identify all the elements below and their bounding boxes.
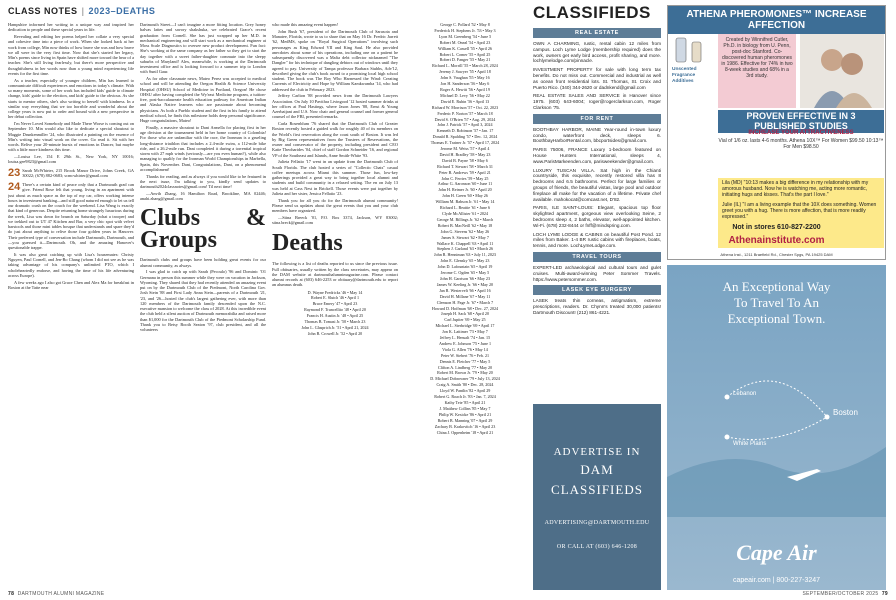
death-entry: Kathy Teie '85 • April 21 (444, 400, 486, 405)
promo-phone: OR CALL AT (603) 646-1208 (556, 544, 638, 550)
death-entry: John C. Ferries '59 • May 25 (441, 175, 489, 181)
cape-headline: An Exceptional Way (722, 279, 831, 294)
increase-box: INCREASE YOUR ATTRACTIVENESS Vial of 1/6 oz. lasts 4-6 months. Athena 10X™ For Women $99.50 10:13™ For Men $98.50 (718, 130, 884, 150)
paragraph: John Bush '67, president of the Dartmouth Club of Sarasota and Manatee, Florida, wrote to us to share that on May 16 Dr. Fredric Jarrett '62, MedMS, spoke on "Royal Surgical Operations" involving such personages as King Edward VII and King Saul. He also provided anecdotes about some of his operations, including one on a patient he subsequently discovered was a Mafia debt collector nicknamed "The Dangler" for his technique of dangling debtors out of windows until they agreed to pay. University of Tampa professor Barbara Stubbs, Adv'12, described giving the club's book award to a promising local high school student. The book was The Boy Who Harnessed the Wind: Creating Currents of Electricity and Hope by William Kamkwamba '14, who had addressed the club in February 2023. (272, 28, 398, 92)
death-entry: Richard W. Morrison '57 • Oct. 22, 2023 (431, 104, 499, 110)
death-entry: David H. Millane '67 • May 11 (439, 293, 491, 299)
page-number: 79 (881, 591, 888, 597)
death-entry: Andrew E. Johnson '75 • June 1 (438, 340, 492, 346)
paragraph: Jeffrey Carlton '88 provided news from the Dartmouth Lawyers Association. On July 10 Pavithra Livingood '12 hosted summer drinks at her offices at Paul Hastings, where Jason Jones '88, Ernst & Young Azerbaijani and U.S. Now chair and general counsel and former general counsel of the FBI, presented remarks. (272, 93, 398, 120)
death-entry: Dennis E. Fletcher '77 • May 5 (439, 358, 491, 364)
paragraph: I'm Never Loved Somebody and Made There Worse is coming out on September 10. Min would also like to dedicate a special shoutout to Maggie Drunkenmiller '24, who illustrated a painting on the essence of Min's writing into visual work on the cover. Go read it. Sit with her words. Relive your 20-minute bursts of emotions in Dancer, but maybe with a little more kindness this time. (8, 121, 134, 153)
death-entry: George C. Pollard '52 • May 8 (440, 22, 490, 27)
death-entry: John S. Vaughan '55 • May 16 (440, 75, 490, 81)
cape-headline: Exceptional Town. (727, 311, 826, 326)
death-entry: David S. O'Brien '57 • Aug. 29, 2024 (434, 116, 496, 122)
issue-date: SEPTEMBER/OCTOBER 2025 (802, 591, 879, 597)
death-entry: Frederick H. Stephens Jr. '53 • May 3 (434, 27, 496, 33)
death-entry: J. Matthew Collins '85 • May 7 (439, 405, 491, 411)
death-entry: Michael D. Levy '56 • May 22 (440, 92, 490, 98)
death-entry: Clifton A. Lindberg '77 • May 20 (437, 364, 493, 370)
death-entry: Robert M. Oneal '54 • April 23 (439, 39, 491, 45)
death-entry: John L. Glasprich Jr. '51 • April 21, 2024 (301, 324, 369, 330)
classified-ad: REAL ESTATE SALES AND SERVICE in Hanover since 1975. (603) 643-6004; roger@rogerclarkson.com, Roger Clarkson '75. (533, 93, 661, 110)
promo-email[interactable]: ADVERTISING@DARTMOUTH.EDU (544, 520, 650, 526)
death-entry: John H. Reimer Jr. '60 • April 20 (438, 187, 492, 193)
death-entry: Jerome C. Ogden '65 • May 5 (440, 270, 490, 276)
classified-ad: LUXURY TUSCAN VILLA. Sat high in the Chianti countryside, this exquisite, recently restored villa has 8 bedrooms and 6.5 bathrooms. Perfect for large families or groups of friends, the beautiful vistas, large pool and outdoor fireplace all make for the vacation of a lifetime. Private chef available. mahokocat@comcast.net, D'82. (533, 167, 661, 202)
class-year-24: 24 (8, 181, 21, 193)
travel-tours-bar: TRAVEL TOURS (533, 252, 661, 262)
death-entry: David B. Payne '58 • May 6 (442, 157, 488, 163)
athena-ad[interactable] (667, 5, 886, 260)
death-entry: Lloyd W. Pantlin '82 • April 29 (439, 388, 491, 394)
athena-address: Athena Inst., 1211 Braefield Rd., Chester Spgs, PA 19425 DAM (720, 252, 833, 257)
death-entry: Clemson H. Page Jr. '67 • March 7 (436, 299, 494, 305)
classified-ad: PARIS, ILE SAINT-LOUIS: Elegant, spacious top floor skylighted apartment, gorgeous view overlooking Seine, 2 bedrooms sleep 4, 2 baths, elevator, well-appointed kitchen. Wi-Fi. (678) 232-8444 or fnff@mindspring.com. (533, 205, 661, 228)
death-entry: Frederic P. Norton '57 • March 18 (437, 110, 493, 116)
death-entry: Robert M. Brown Jr. '79 • May 20 (437, 370, 493, 376)
death-entry: George M. Billings Jr. '62 • March (436, 216, 494, 222)
death-entry: Roger A. Hewitt '56 • April 19 (440, 86, 490, 92)
death-entry: John J. Patrick '57 • April 3, 2024 (437, 122, 493, 128)
paragraph: Finally, a massive shoutout to Dani Armella for placing first in her age division at the tournament held in her home country of Colombia! For those who are unfamiliar with the race, the Ironman is a grueling long-distance triathlon that includes a 2.4-mile swim, a 112-mile bike ride, and a 26.2-mile run. Dani completed it during a torrential tropical storm with 27 mph winds (seriously—are you even human?), while also managing to qualify for the Ironman World Championships in Marbella, Spain, this November. Dani, Congratulations, Dani, on a phenomenal accomplishment! (140, 124, 266, 172)
city-label: White Plains (733, 441, 767, 447)
death-entry: D. Wayne Fredricks '46 • May 14 (307, 289, 363, 295)
vial-icon (672, 34, 714, 64)
death-entry: Francis H. Austin Jr. '48 • April 25 (306, 313, 364, 319)
death-entry: William K. Cassell '55 • April 26 (438, 45, 492, 51)
paragraph: As for other classmate news, Mateo Perez was accepted to medical school and will be attending the Oregon Health & Science University Hospital (OHSU) School of Medicine in Portland, Oregon! He chose OHSU after having completed the Wy'east Medicine program, a tuition-free, post-baccalaureate health education pathway for American Indian and Alaska Native learners who are passionate about becoming physicians. As both a Pueblo student and the first in his family to attend medical school, he finds this milestone holds deep personal significance. Huge congratulations, Mateo! (140, 76, 266, 123)
deaths-intro: The following is a list of deaths reported to us since the previous issue. Full obituaries, usually written by the class secretaries, may appear on the DAM website at dartmouthalumnimagazine.com. Please contact alumni records at (603) 646-2253 or obituary@dartmouth.edu to report an alumnus death. (272, 261, 398, 288)
paragraph: Thanks for reading, and as always if you would like to be featured in the next issue, I'm talking to you, kindly send updates to dartmouth2024classnotes@gmail.com! Til next time! (140, 173, 266, 189)
death-entry: Robert D. Fanger '55 • May 21 (439, 57, 491, 63)
paragraph: Julieta Fellatio '17 went in an update from the Dartmouth Club of South Florida. The club hosted a series of "Collectic Chats" casual coffee meetups across Miami this summer. Those fun, low-key gatherings provided a great way to bring together local alumni and students and build community in a relaxed setting. The en on July 13 was held at Cass Nest in Brickell. Those events were put together by Julieta and her sister, Jessica Fellatio '23. (272, 159, 398, 196)
death-entry: Carl Jupiter '69 • May 25 (444, 317, 486, 323)
athena-creator-box: Created by Winnifred Cutler, Ph.D. in biology from U. Penn, post-doc Stanford. Co-discovered human pheromones in 1986. Effective for 74% in two 8-week studies and 68% in a 3rd study. (718, 34, 796, 108)
classified-ad: PARIS 75006, FRANCE Luxury 1-bedroom featured on House Hunters International, sleeps 4, www.ParisMarkeenden.com, parisweekender@gmail.com. (533, 147, 661, 164)
death-entry: Robert L. Comer '55 • April 25 (439, 51, 491, 57)
cape-headline: To Travel To An (734, 295, 819, 310)
classified-ad: EXPERT-LED archaeological and cultural tours and gulet cruises. Multi-award-winning Peter Sommer Travels. https://www.petersommer.com. (533, 264, 661, 282)
death-entry: John G. Stevens '62 • May 26 (440, 228, 490, 234)
athena-website[interactable]: Athenainstitute.com (728, 235, 825, 246)
death-entry: Joseph H. Sack '68 • April 20 (441, 311, 489, 317)
classified-ad: LASEK treats thin corneas, astigmatism, extreme prescriptions, readers. Dr. Chynn's treated 30,000 patients! Dartmouth Discount! (212) 861-4221. (533, 298, 661, 315)
deaths-heading: Deaths (272, 230, 343, 257)
paragraph: A few weeks ago I also got Grace Chen and Alex Ma for breakfast in Boston at the Tatte near (8, 279, 134, 290)
city-label: Lebanon (733, 391, 757, 397)
death-entry: Raymond F. Truncellito '48 • April 20 (304, 307, 366, 313)
cape-air-logo: Cape Air (736, 540, 817, 565)
death-entry: Robert G. Roach Jr. '83 • Jan. 7, 2024 (434, 394, 496, 400)
death-entry: Robert B. Manning '07 • April 29 (437, 417, 493, 423)
class-notes-column-3 (272, 22, 398, 582)
promo-line: CLASSIFIEDS (551, 482, 643, 497)
section-label: 2023–DEATHS (88, 6, 156, 16)
class-notes-column-2 (140, 22, 266, 582)
signature: —Anvih Zhang, 16 Hamilton Road, Brookline, MA 02446; anahi.zhang@gmail.com (140, 190, 266, 201)
testimonial-box: Lila (MD) "10:13 makes a big difference in my relationship with my amorous husband. Now he is watching me, acting more romantic, initiating hugs and kisses. That's the part I love." Julie (IL) "I am a living example that the 10X does something. Women greet you with a hug. There is more affection, that is more readily expressed." (718, 178, 884, 248)
page-number: 78 (8, 591, 15, 597)
death-entry: David E. Rubin '56 • April 13 (440, 98, 490, 104)
death-entry: Jan R. Westervelt '66 • April 16 (439, 287, 491, 293)
death-entry: Donald R. Spalding '57 • Dec. 12, 2024 (432, 134, 498, 140)
death-entry: Stephen J. Garland '63 • March 26 (436, 246, 494, 252)
paragraph: As a teacher, especially of younger children, Min has learned to communicate difficult experiences and emotions in today's climate. With so many moments, some of her work has included kids' guide to climate change, kids' guide to the election, and kids' guide to the obvious. As she starts to mentor others, she's also writing to herself with kindness. In a similar way everything that we too horrible and wonderful about the college years is now put to order and bound with a new perspective in her debut collection. (8, 77, 134, 120)
paragraph: Hampshire informed her writing in a unique way and inspired her dedication to people and these special years in life. (8, 22, 134, 33)
death-entry: Jeremy J. Sawyer '55 • April 18 (439, 69, 491, 75)
proven-banner: PROVEN EFFECTIVE IN 3 PUBLISHED STUDIES (718, 110, 884, 133)
death-entry: James W. Keeling Jr. '66 • May 20 (436, 281, 494, 287)
ads-column (667, 5, 886, 590)
death-entry: Jerome M. Weiss '57 • April 4 (440, 146, 490, 152)
death-entry: John B. Crowell Jr. '52 • April 20 (307, 330, 363, 336)
classified-ad: OWN A CHARMING, rustic, rental cabin 12 miles from campus. Loch Lyme Lodge (membership required) does the work, owners get early bird access, profit sharing, and more. lochlymelodge.com/pinnacle. (533, 41, 661, 64)
death-entry: Richard L. Morrill '55 • March 28, 2024 (432, 63, 498, 69)
death-entry: John E. Glensky '65 • May 23 (440, 258, 490, 264)
clubs-groups-heading: Clubs & Groups (140, 205, 266, 254)
death-entry: John R. Henniman '63 • July 11, 2023 (434, 252, 496, 258)
athena-unscented: Unscented Fragrance Additives (672, 34, 716, 85)
classifieds-title: CLASSIFIEDS (533, 3, 651, 22)
real-estate-bar: REAL ESTATE (533, 28, 661, 38)
not-in-stores: Not in stores 610-827-2200 (732, 224, 821, 231)
death-entry: Bruce Emery '47 • April 23 (312, 301, 358, 307)
athena-headline: ATHENA PHEROMONES™ INCREASE AFFECTION (668, 6, 885, 34)
paragraph: Dartmouth Street—I can't imagine a more fitting location. Grey honey balvas lattes and savory shakshuka, we celebrated Grace's recent graduation from Cornell. She has just wrapped up her M.D. in mechanical engineering and will start work as a mechanical engineer at Moss Scale Diagnostics to oversee new product development. Fun fact: She's working at the same company as her father so they get to start the day together with a sweet father-daughter commute into the sleepy suburbs of Maryland! Alex, meanwhile, is working at the Dartmouth investment office and is looking forward to a summer trip to London with Sunil Gaur. (140, 22, 266, 75)
couple-image-icon (800, 34, 884, 108)
lasek-bar: LASEK EYE SURGERY (533, 285, 661, 295)
death-entry: Peter B. Andrews '59 • April 21 (439, 169, 491, 175)
death-entry: Kenneth D. Robinson '57 • Jan. 17 (436, 128, 494, 134)
death-entry: Craig A. Smith '80 • Dec. 28, 2024 (436, 382, 494, 388)
death-entry: Wallace K. Chappell '63 • April 11 (436, 240, 494, 246)
death-entry: Richard L. Beattie '61 • June 6 (439, 205, 491, 211)
deaths-list (272, 290, 398, 337)
classifieds-column (533, 26, 661, 404)
class-2024-entry: 24 There's a certain kind of peace only that a Dartmouth grad can give. Friend Rose felt that young, living in an apartment with just about as much space as the top of my car, offers working intense hours in investment banking—and still good natured enough to let us tell our dramatic crash on the couch for the weekend. Lisa Wang is exactly that kind of generous. Despite returning home strangely luxurious during the week, Lisa was down for brunch on Saturday (what a trooper) and we trekked out to UT 47 Kitchen and Bar, a very chic spot with velvet barstools and those mini tables bosque that understands and spare they'd do just about anything to relive those four golden years in Hanover. Their preferred type of conversation include Dartmouth, Dartmouth, and—you guessed it—Dartmouth. Oh, and the amazing Hanover's questionable trappe. (8, 181, 134, 250)
death-entry: William M. Babson Jr. '61 • May 14 (435, 199, 495, 205)
paragraph: Revealing and editing her poems helped her collate a very special and cohesive time into a piece of work. When she looked back at her work from college, Min now thinks of how brave she was and how brave we all were in the very first time. Now that she's started her legacy, Min's poems since living in Spain have shifted more toward the hear of a teacher. She's still living fearlessly, but there's more perspective and thoughtfulness in her words now than a young mind experiencing life events for the first time. (8, 34, 134, 76)
class-notes-label: CLASS NOTES (8, 6, 78, 16)
death-entry: James S. Stewart '62 • May 7 (441, 234, 489, 240)
death-entry: Peter W. Siebert '76 • Feb. 21 (440, 352, 490, 358)
paragraph: I was glad to catch up with Sarah (Pecoulo) '96 and Dominic 'O1 Germana in person this summer while they were on vacation in Jackson, Wyoming. They shared that they had recently attended an amazing event put on by the Dartmouth Club of the Piedmont, North Carolina Gov. Josh Stein '88 and First Lady Anna Stein—parents of a Dartmouth '21, '23, and '26—hosted the club's largest gathering ever, with more than 120 members of the Dartmouth family descended upon the N.C. executive mansion to welcome the class of 2028. At this incredible event the club held a silent auction of Dartmouth memorabilia and raised more than $1,000 for the Dartmouth Club of the Piedmont Scholarship Fund. Thank you to Betsy Booth Seaton '97, club president, and all the volunteers (140, 269, 266, 332)
deaths-list-continued (404, 22, 526, 582)
footer-left (8, 591, 104, 597)
class-year-23: 23 (8, 166, 21, 179)
death-entry: Arthur G. Aaronson '60 • June 11 (437, 181, 493, 187)
death-entry: Jon K. Lattimer '73 • May 7 (442, 329, 488, 335)
cape-air-ad[interactable] (667, 265, 886, 590)
death-entry: Thomas B. Tomasi Jr. '50 • March 23 (304, 319, 366, 325)
classified-ad: LOCH LYME LODGE & CABINS on beautiful Post Pond. 12 miles from Baker. 1-4 BR rustic cabins with fireplaces, boats, tennis, and more. LochLymeLodge.com. (533, 231, 661, 249)
couple-photo (800, 34, 884, 108)
route-map-icon (667, 327, 886, 517)
death-entry: Clyde McAllister '61 • 2024 (441, 211, 489, 216)
paragraph: Carla Rosenblum '76 shared that the Dartmouth Club of Greater Boston recently hosted a guided walk for roughly 40 of its members on the World's first reservation along the coast south of Boston. It was led by Big Green representatives from the Trustees of Reservations, the owner and conservator of the property, including president and CEO Katie Theoharides '04, chief of staff Gordon Schneider '16, and regional VP of the Southeast and Islands, Anne Smith-White '93. (272, 121, 398, 158)
classified-ad: INVESTMENT PROPERTY for sale with long term tax benefits. Do not miss out. Commercial and industrial as well as ocean front residential lots. St. Thomas, St. Croix and Puerto Rico. (340) 344-2620 or dadnkend@gmail.com (533, 67, 661, 90)
publication-name: DARTMOUTH ALUMNI MAGAZINE (17, 591, 105, 597)
death-entry: Michael L. Sterbridge '69 • April 17 (435, 323, 495, 329)
death-entry: Thomas E. Trainer Jr. '57 • April 17, 2024 (430, 140, 500, 146)
signature: —Stina Breeck '01, P.O. Box 3374, Jackson, WY 83002; stina.breck@gmail.com (272, 214, 398, 225)
advertise-promo[interactable] (533, 404, 661, 590)
paragraph: who made this amazing event happen! (272, 22, 338, 27)
cape-air-website[interactable]: capeair.com | 800-227-3247 (732, 577, 821, 584)
death-entry: Howard D. Hoffman '68 • Dec. 27, 2024 (431, 305, 499, 311)
death-entry: Jeffrey L. Hensalt '74 • Jan. 15 (439, 335, 491, 341)
paragraph: Thank you for all you do for the Dartmouth alumni community! Please send us updates about the great events that you and your club members have organized. (272, 197, 398, 213)
death-entry: Robert B. MacNeill '62 • May 18 (437, 222, 493, 228)
death-entry: John H. Garrison '66 • May 23 (439, 275, 491, 281)
death-entry: China J. Oppenheim '18 • April 21 (436, 429, 494, 435)
paragraph: It was also great catching up with Lisa's housemates: Christy Nguyen, Paul Cornell, and Jen-Bo Chang (whom I did not see as he was taking advantage of his company's unlimited PTO, which I wholeheartedly endorse, and having the time of his life adventuring across Europe). (8, 251, 134, 278)
signature: —Louisa Lee, 154 E 29th St., New York, NY 10016; louisa.gee9823@gmail.com (8, 154, 134, 165)
death-entry: Lyon M. Greenberg '54 • June 5 (438, 33, 492, 39)
promo-line: ADVERTISE IN (553, 446, 641, 458)
promo-line: DAM (580, 462, 614, 477)
class-2023-entry: 23 Sarah McWhirter, 215 Brook Manor Drive, Johns Creek, GA 30022; (678) 882-0683; scmcwhirter@gmail.com (8, 166, 134, 179)
city-label: Boston (833, 408, 858, 417)
death-entry: D. Michael Dobrowner '79 • July 13, 2024 (430, 376, 500, 382)
death-entry: Philip W. Kesicke '86 • April 21 (438, 411, 492, 417)
footer-right (802, 591, 888, 597)
section-header: CLASS NOTES | 2023–DEATHS (8, 6, 156, 16)
death-entry: Robert E. Slutch '46 • April 1 (311, 295, 359, 301)
paragraph: Dartmouth clubs and groups have been holding great events for our alumni community, as always. (140, 257, 266, 268)
death-entry: Zachary B. Krakovitch '16 • April 23 (434, 423, 496, 429)
death-entry: Richard T. Stewart '58 • March 31 (437, 163, 493, 169)
class-notes-column-1 (8, 22, 134, 582)
death-entry: Viola G. Allen '76 • May 14 (442, 346, 488, 352)
death-entry: John D. Lafountain '65 • April 19 (437, 264, 493, 270)
death-entry: John H. Green '60 • May 26 (442, 193, 488, 199)
death-entry: David H. Bradley '58 • May 23 (439, 151, 491, 157)
for-rent-bar: FOR RENT (533, 114, 661, 124)
death-entry: Jon H. Sanderson '56 • May 6 (440, 81, 490, 87)
classified-ad: BOOTHBAY HARBOR, MAINE Year-round in-town luxury condo, waterfront deck, sleeps 6. BoothbayHarborRental.com, bbcportsides@gmail.com. (533, 126, 661, 144)
